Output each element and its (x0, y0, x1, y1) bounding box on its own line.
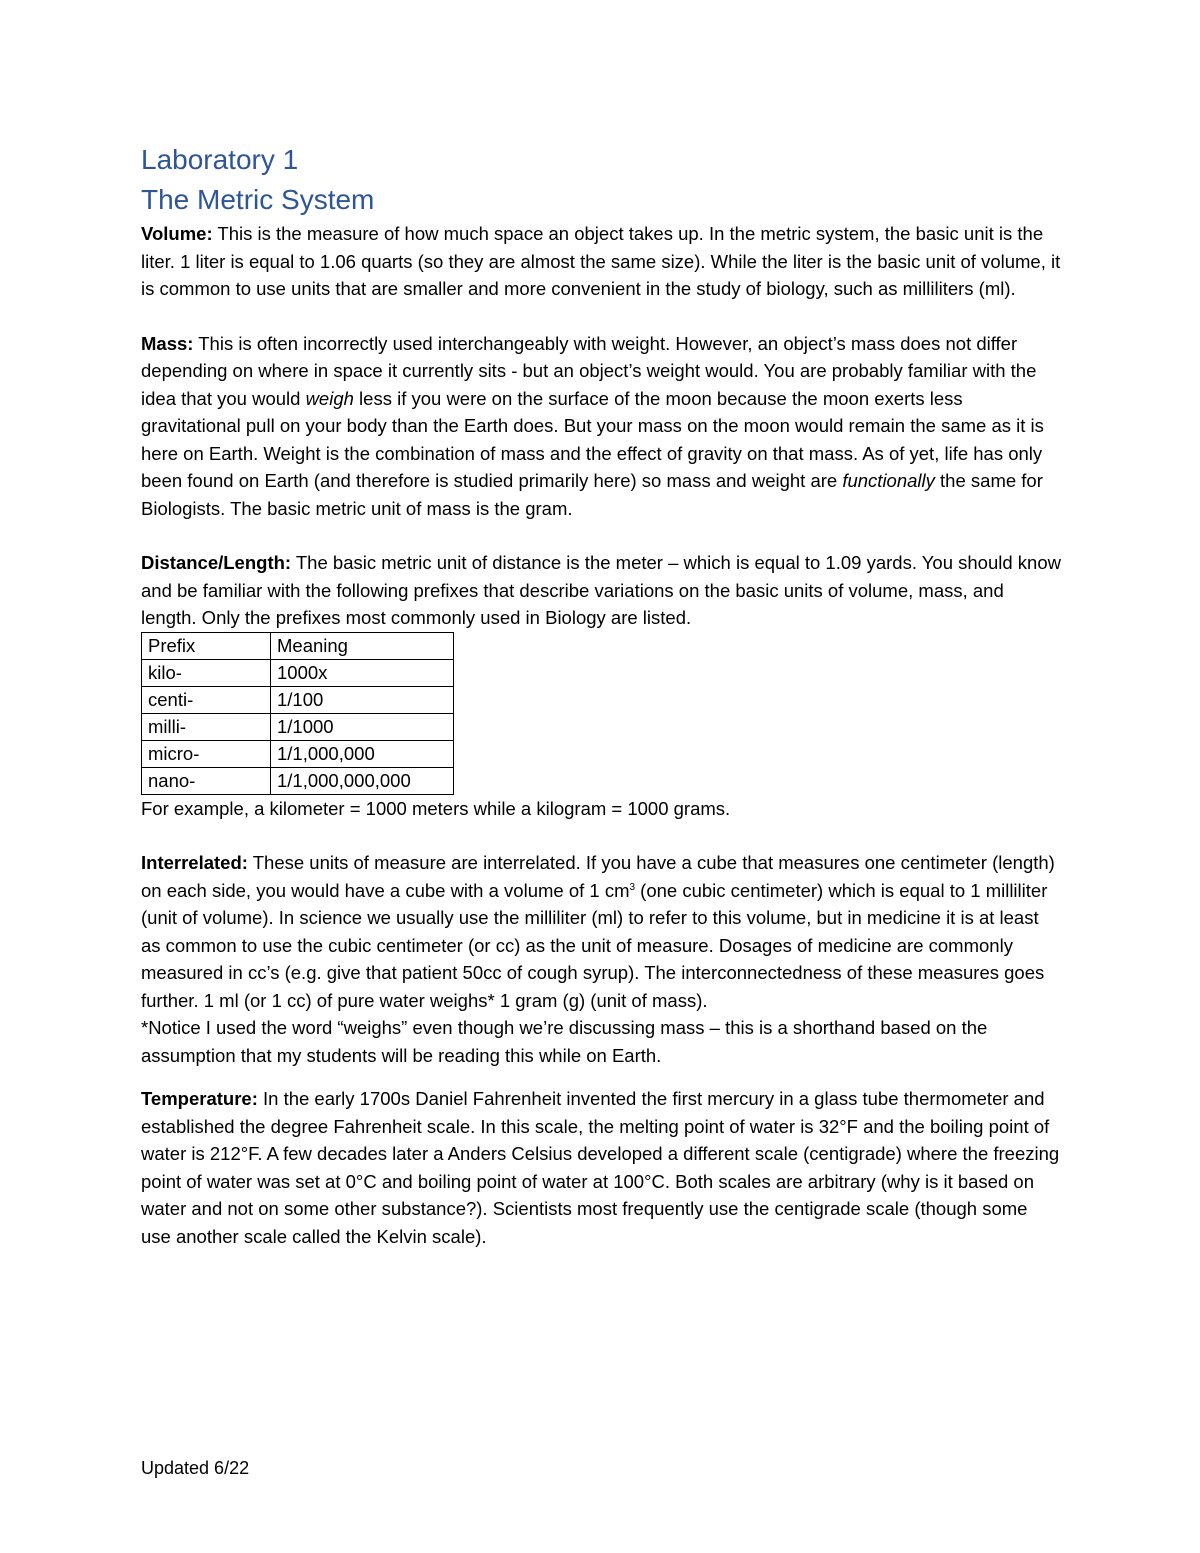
interrelated-heading: Interrelated: (141, 852, 248, 873)
mass-emphasis-weigh: weigh (305, 387, 354, 409)
table-header-row (142, 632, 454, 659)
volume-paragraph (141, 220, 1061, 303)
temperature-heading: Temperature: (141, 1088, 258, 1109)
table-cell: kilo- (142, 659, 271, 686)
table-row (142, 767, 454, 794)
temperature-paragraph (141, 1085, 1061, 1250)
footer-updated-date: Updated 6/22 (141, 1458, 250, 1478)
table-cell: milli- (142, 713, 271, 740)
table-cell: nano- (142, 767, 271, 794)
mass-text-a: This is often incorrectly used interchangeably with weight. However, an object’s mass does not differ depending on where in space it currently sits - but an object’s weight would. You are probably familiar with the idea that you would (141, 332, 1037, 409)
distance-paragraph (141, 549, 1061, 632)
temperature-text: In the early 1700s Daniel Fahrenheit invented the first mercury in a glass tube thermometer and established the degree Fahrenheit scale. In this scale, the melting point of water is 32°F and the boiling point of water is 212°F. A few decades later a Anders Celsius developed a different scale (centigrade) where the freezing point of water was set at 0°C and boiling point of water at 100°C. Both scales are arbitrary (why is it based on water and not on some other substance?). Scientists most frequently use the centigrade scale (though some use another scale called the Kelvin scale). (141, 1088, 1060, 1247)
table-row (142, 686, 454, 713)
mass-text-b: less if you were on the surface of the moon because the moon exerts less gravitational pull on your body than the Earth does. But your mass on the moon would remain the same as it is here on Earth. Weight is the combination of mass and the effect of gravity on that mass. As of yet, life has only been found on Earth (and therefore is studied primarily here) so mass and weight are (141, 387, 1044, 491)
table-cell: 1/100 (271, 686, 454, 713)
volume-text: This is the measure of how much space an object takes up. In the metric system, the basic unit is the liter. 1 liter is equal to 1.06 quarts (so they are almost the same size). While the liter is the basic unit of volume, it is common to use units that are smaller and more convenient in the study of biology, such as milliliters (ml). (141, 223, 1061, 299)
interrelated-text-b: (one cubic centimeter) which is equal to 1 milliliter (unit of volume). In science we usually use the milliliter (ml) to refer to this volume, but in medicine it is at least as common to use the cubic centimeter (or cc) as the unit of measure. Dosages of medicine are commonly measured in cc’s (e.g. give that patient 50cc of cough syrup). The interconnectedness of these measures goes further. 1 ml (or 1 cc) of pure water weighs* 1 gram (g) (unit of mass). (141, 879, 1048, 1011)
example-paragraph: For example, a kilometer = 1000 meters while a kilogram = 1000 grams. (141, 797, 731, 819)
distance-text: The basic metric unit of distance is the meter – which is equal to 1.09 yards. You should know and be familiar with the following prefixes that describe variations on the basic units of volume, mass, and length. Only the prefixes most commonly used in Biology are listed. (141, 552, 1061, 628)
distance-heading: Distance/Length: (141, 552, 292, 573)
mass-emphasis-functionally: functionally (842, 470, 935, 491)
table-row (142, 713, 454, 740)
table-cell: centi- (142, 686, 271, 713)
mass-heading: Mass: (141, 332, 194, 354)
interrelated-text-a: These units of measure are interrelated. If you have a cube that measures one centimeter (length) on each side, you would have a cube with a volume of 1 cm (141, 852, 1055, 901)
interrelated-paragraph (141, 849, 1061, 1014)
table-cell: 1/1,000,000 (271, 740, 454, 767)
superscript-three: 3 (629, 881, 636, 893)
mass-paragraph (141, 330, 1061, 523)
document-title-line2: The Metric System (141, 184, 375, 215)
mass-text-c: the same for Biologists. The basic metric unit of mass is the gram. (141, 470, 1043, 519)
interrelated-note: *Notice I used the word “weighs” even though we’re discussing mass – this is a shorthand based on the assumption that my students will be reading this while on Earth. (141, 1017, 988, 1066)
document-page (141, 140, 1061, 1250)
prefix-table (141, 632, 454, 795)
table-header-meaning: Meaning (271, 632, 454, 659)
document-title-line1: Laboratory 1 (141, 144, 299, 175)
table-cell: 1/1,000,000,000 (271, 767, 454, 794)
table-row (142, 659, 454, 686)
table-header-prefix: Prefix (142, 632, 271, 659)
table-row (142, 740, 454, 767)
table-cell: micro- (142, 740, 271, 767)
table-cell: 1000x (271, 659, 454, 686)
table-cell: 1/1000 (271, 713, 454, 740)
volume-heading: Volume: (141, 223, 213, 244)
